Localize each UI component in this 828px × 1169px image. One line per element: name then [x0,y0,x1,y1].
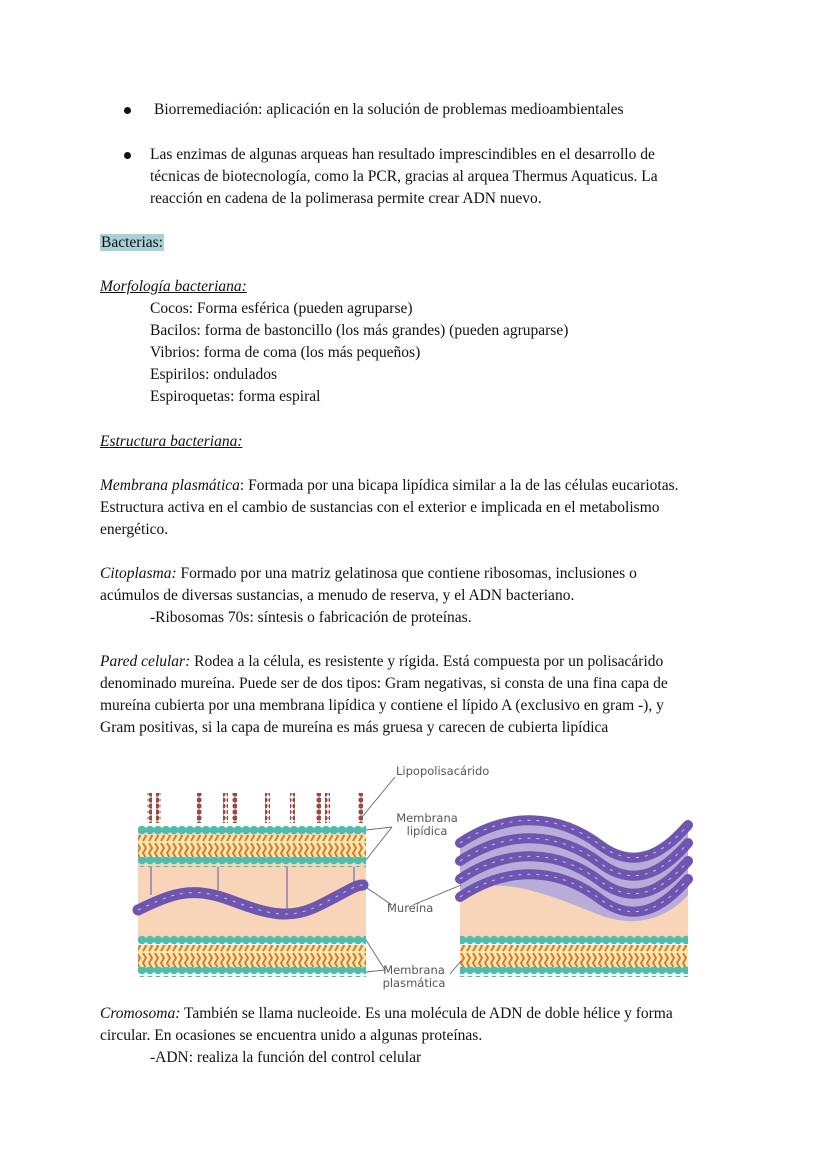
term-cytoplasm: Citoplasma: [100,565,177,582]
paragraph-line: Gram positivas, si la capa de mureína es más gruesa y carecen de cubierta lipídica [100,719,609,736]
morphology-heading: Morfología bacteriana: [100,278,247,295]
cell-wall-diagram-svg [130,755,700,995]
paragraph-cell-wall [100,651,760,739]
paragraph-line: circular. En ocasiones se encuentra unido a algunas proteínas. [100,1027,483,1044]
label-line: plasmática [382,976,446,990]
paragraph-line: Formado por una matriz gelatinosa que contiene ribosomas, inclusiones o [176,565,637,582]
morphology-item: Bacilos: forma de bastoncillo (los más grandes) (pueden agruparse) [150,322,569,339]
morphology-item: Espiroquetas: forma espiral [150,388,321,405]
bullet-dot-icon [124,152,131,159]
label-lipopolysaccharide: Lipopolisacárido [396,764,490,778]
label-line: Membrana [396,811,458,825]
paragraph-chromosome [100,1003,740,1047]
label-lipid-membrane [392,812,462,838]
morphology-item: Vibrios: forma de coma (los más pequeños) [150,344,421,361]
morphology-item: Cocos: Forma esférica (pueden agruparse) [150,300,413,317]
chromosome-subitem: -ADN: realiza la función del control celular [150,1049,422,1066]
bullet-text: Biorremediación: aplicación en la solución de problemas medioambientales [154,101,624,118]
bullet-dot-icon [124,107,131,114]
gram-positive-panel [460,820,688,977]
leader-lines [362,777,461,974]
paragraph-line: energético. [100,521,169,538]
cytoplasm-subitem: -Ribosomas 70s: síntesis o fabricación de proteínas. [150,609,472,626]
paragraph-membrane [100,475,740,541]
paragraph-line: mureína cubierta por una membrana lipídica y contiene el lípido A (exclusivo en gram -), y [100,697,664,714]
section-heading [100,232,164,254]
morphology-item: Espirilos: ondulados [150,366,278,383]
gram-negative-panel [138,793,366,977]
label-line: Membrana [383,963,445,977]
cell-wall-diagram [130,755,700,995]
bullet-text [150,144,750,210]
bullet-line: reacción en cadena de la polimerasa permite crear ADN nuevo. [150,190,542,207]
paragraph-line: denominado mureína. Puede ser de dos tipos: Gram negativas, si consta de una fina capa de [100,675,668,692]
term-cell-wall: Pared celular: [100,653,191,670]
paragraph-line: Rodea a la célula, es resistente y rígida. Está compuesta por un polisacárido [190,653,664,670]
bullet-line: Las enzimas de algunas arqueas han resultado imprescindibles en el desarrollo de [150,146,655,163]
label-murein: Mureína [387,901,434,915]
paragraph-cytoplasm [100,563,740,607]
term-chromosome: Cromosoma: [100,1005,181,1022]
paragraph-line: acúmulos de diversas sustancias, a menudo de reserva, y el ADN bacteriano. [100,587,575,604]
bullet-line: técnicas de biotecnología, como la PCR, gracias al arquea Thermus Aquaticus. La [150,168,658,185]
structure-heading: Estructura bacteriana: [100,433,243,450]
label-plasma-membrane [378,964,450,990]
paragraph-line: Estructura activa en el cambio de sustancias con el exterior e implicada en el metabolismo [100,499,660,516]
term-membrane: Membrana plasmática [100,477,240,494]
paragraph-line: : Formada por una bicapa lipídica similar a la de las células eucariotas. [239,477,679,494]
paragraph-line: También se llama nucleoide. Es una molécula de ADN de doble hélice y forma [180,1005,673,1022]
label-line: lipídica [406,824,448,838]
section-heading-text: Bacterias: [101,234,163,251]
